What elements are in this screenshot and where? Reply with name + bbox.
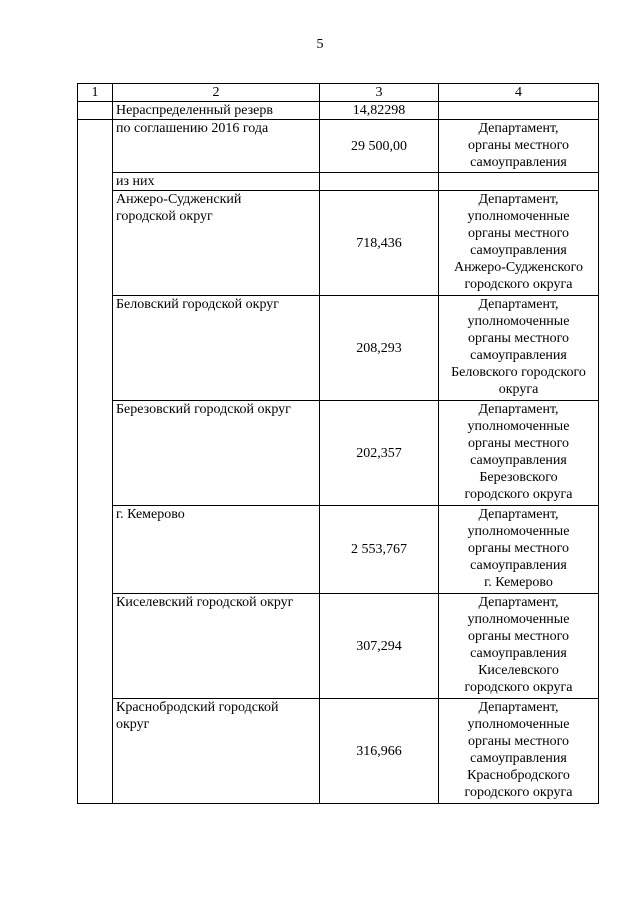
agreement-row [78,120,599,173]
municipality-responsible: Департамент, уполномоченные органы местного самоуправления Анжеро-Судженского городского округа [439,191,599,296]
subheader-name: из них [113,173,320,191]
municipality-responsible: Департамент, уполномоченные органы местного самоуправления Беловского городского округа [439,296,599,401]
municipality-responsible: Департамент, уполномоченные органы местного самоуправления Киселевского городского округа [439,594,599,699]
table-header-row [78,84,599,102]
page-number: 5 [316,37,324,52]
merged-number-cell [78,120,113,804]
municipality-name: Беловский городской округ [113,296,320,401]
subheader-responsible [439,173,599,191]
row-number-cell [78,102,113,120]
agreement-amount: 29 500,00 [320,120,439,173]
municipality-amount: 307,294 [320,594,439,699]
municipality-name: Березовский городской округ [113,401,320,506]
municipality-name: Киселевский городской округ [113,594,320,699]
header-col-1: 1 [78,84,113,102]
table-row [78,699,599,804]
municipality-responsible: Департамент, уполномоченные органы местного самоуправления г. Кемерово [439,506,599,594]
municipality-amount: 718,436 [320,191,439,296]
table-row [78,191,599,296]
municipality-responsible: Департамент, уполномоченные органы местного самоуправления Краснобродского городского округа [439,699,599,804]
header-col-2: 2 [113,84,320,102]
header-col-3: 3 [320,84,439,102]
reserve-responsible [439,102,599,120]
municipality-responsible: Департамент, уполномоченные органы местного самоуправления Березовского городского округа [439,401,599,506]
table-row [78,296,599,401]
subheader-row [78,173,599,191]
agreement-name: по соглашению 2016 года [113,120,320,173]
table-row [78,401,599,506]
municipality-amount: 202,357 [320,401,439,506]
reserve-row [78,102,599,120]
municipality-name: г. Кемерово [113,506,320,594]
municipality-name: Анжеро-Судженский городской округ [113,191,320,296]
reserve-amount: 14,82298 [320,102,439,120]
reserve-name: Нераспределенный резерв [113,102,320,120]
table-row [78,506,599,594]
municipality-amount: 2 553,767 [320,506,439,594]
allocation-table [77,83,599,804]
table-row [78,594,599,699]
municipality-name: Краснобродский городской округ [113,699,320,804]
subheader-amount [320,173,439,191]
municipality-amount: 316,966 [320,699,439,804]
agreement-responsible: Департамент, органы местного самоуправления [439,120,599,173]
header-col-4: 4 [439,84,599,102]
municipality-amount: 208,293 [320,296,439,401]
